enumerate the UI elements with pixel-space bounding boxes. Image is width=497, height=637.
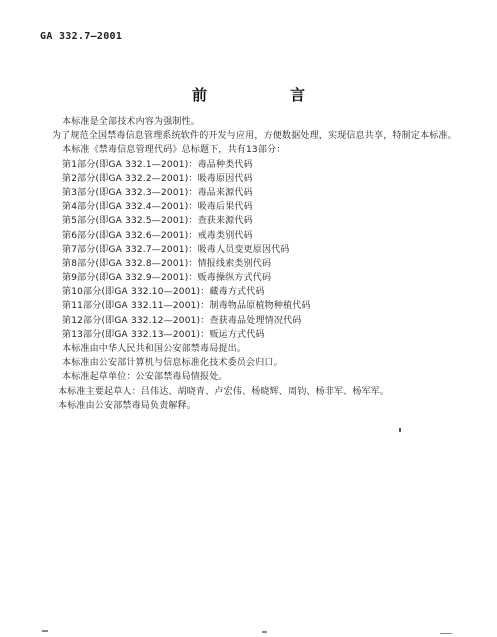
part-list-item: 第3部分(即GA 332.3—2001)：毒品来源代码 bbox=[62, 187, 253, 198]
paragraph-line: 本标准由中华人民共和国公安部禁毒局提出。 bbox=[62, 344, 247, 354]
part-list-item: 第13部分(即GA 332.13—2001)：贩运方式代码 bbox=[62, 329, 265, 340]
part-list-item: 第9部分(即GA 332.9—2001)：贩毒操纵方式代码 bbox=[62, 273, 272, 284]
part-list-item: 第6部分(即GA 332.6—2001)：戒毒类别代码 bbox=[62, 230, 253, 241]
part-list-item: 第4部分(即GA 332.4—2001)：吸毒后果代码 bbox=[62, 202, 253, 213]
part-list-item: 第2部分(即GA 332.2—2001)：吸毒原因代码 bbox=[62, 173, 253, 184]
part-list-item: 第5部分(即GA 332.5—2001)：查获来源代码 bbox=[62, 216, 253, 227]
part-list-item: 第12部分(即GA 332.12—2001)：查获毒品处理情况代码 bbox=[62, 315, 302, 326]
paragraph-line: 本标准由公安部计算机与信息标准化技术委员会归口。 bbox=[62, 358, 283, 369]
part-list-item: 第1部分(即GA 332.1—2001)：毒品种类代码 bbox=[62, 159, 253, 170]
scan-speck bbox=[440, 633, 452, 634]
foreword-body bbox=[52, 115, 472, 413]
paragraph-line: 本标准《禁毒信息管理代码》总标题下，共有13部分： bbox=[62, 145, 286, 156]
scan-mark bbox=[399, 428, 401, 432]
page-title: 前 言 bbox=[191, 86, 339, 104]
scan-speck bbox=[262, 631, 267, 633]
part-list-item: 第10部分(即GA 332.10—2001)：藏毒方式代码 bbox=[62, 287, 265, 298]
part-list-item: 第8部分(即GA 332.8—2001)：情报线索类别代码 bbox=[62, 258, 272, 269]
part-list-item: 第11部分(即GA 332.11—2001)：制毒物品原植物种植代码 bbox=[62, 301, 311, 312]
part-list-item: 第7部分(即GA 332.7—2001)：吸毒人员变更原因代码 bbox=[62, 244, 290, 255]
paragraph-line: 本标准是全部技术内容为强制性。 bbox=[62, 117, 201, 127]
paragraph-line: 本标准起草单位：公安部禁毒局情报处。 bbox=[62, 372, 228, 383]
paragraph-line: 本标准主要起草人：吕伟达、胡晓青、卢宏伟、杨晓辉、周钧、杨非军、杨军军。 bbox=[58, 386, 390, 397]
standard-code-header: GA 332.7—2001 bbox=[40, 31, 123, 42]
scan-speck bbox=[42, 630, 48, 632]
paragraph-line: 为了规范全国禁毒信息管理系统软件的开发与应用，方便数据处理，实现信息共享，特制定本标准。 bbox=[52, 131, 457, 142]
paragraph-line: 本标准由公安部禁毒局负责解释。 bbox=[58, 400, 197, 411]
